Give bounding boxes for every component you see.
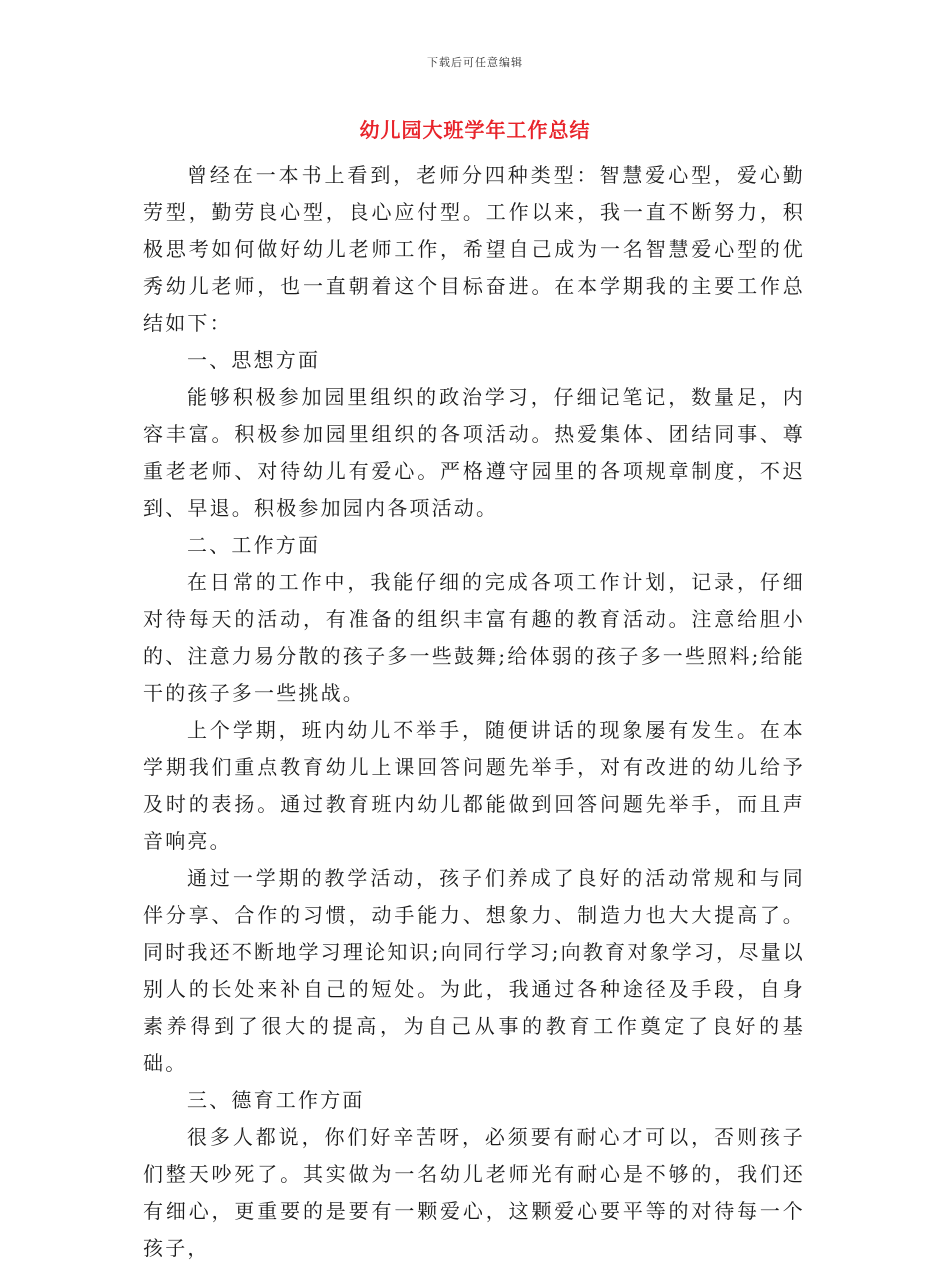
section-heading-moral: 三、德育工作方面 xyxy=(187,1088,365,1112)
header-note: 下载后可任意编辑 xyxy=(427,56,523,69)
section-heading-work: 二、工作方面 xyxy=(187,533,321,557)
document-title: 幼儿园大班学年工作总结 xyxy=(359,118,591,142)
paragraph-intro: 曾经在一本书上看到，老师分四种类型：智慧爱心型，爱心勤劳型，勤劳良心型，良心应付型。工作以来，我一直不断努力，积极思考如何做好幼儿老师工作，希望自己成为一名智慧爱心型的优秀幼儿老师，也一直朝着这个目标奋进。在本学期我的主要工作总结如下： xyxy=(143,163,805,335)
paragraph-work-results: 通过一学期的教学活动，孩子们养成了良好的活动常规和与同伴分享、合作的习惯，动手能力、想象力、制造力也大大提高了。同时我还不断地学习理论知识;向同行学习;向教育对象学习，尽量以别人的长处来补自己的短处。为此，我通过各种途径及手段，自身素养得到了很大的提高，为自己从事的教育工作奠定了良好的基础。 xyxy=(143,866,805,1075)
document-body xyxy=(143,157,805,1267)
section-heading-thought: 一、思想方面 xyxy=(187,348,321,372)
paragraph-thought: 能够积极参加园里组织的政治学习，仔细记笔记，数量足，内容丰富。积极参加园里组织的各项活动。热爱集体、团结同事、尊重老老师、对待幼儿有爱心。严格遵守园里的各项规章制度，不迟到、早退。积极参加园内各项活动。 xyxy=(143,385,805,520)
paragraph-moral: 很多人都说，你们好辛苦呀，必须要有耐心才可以，否则孩子们整天吵死了。其实做为一名幼儿老师光有耐心是不够的，我们还有细心，更重要的是要有一颗爱心，这颗爱心要平等的对待每一个孩子， xyxy=(143,1125,805,1260)
paragraph-work-daily: 在日常的工作中，我能仔细的完成各项工作计划，记录，仔细对待每天的活动，有准备的组织丰富有趣的教育活动。注意给胆小的、注意力易分散的孩子多一些鼓舞;给体弱的孩子多一些照料;给能干的孩子多一些挑战。 xyxy=(143,570,805,705)
paragraph-work-hands: 上个学期，班内幼儿不举手，随便讲话的现象屡有发生。在本学期我们重点教育幼儿上课回答问题先举手，对有改进的幼儿给予及时的表扬。通过教育班内幼儿都能做到回答问题先举手，而且声音响亮。 xyxy=(143,718,805,853)
